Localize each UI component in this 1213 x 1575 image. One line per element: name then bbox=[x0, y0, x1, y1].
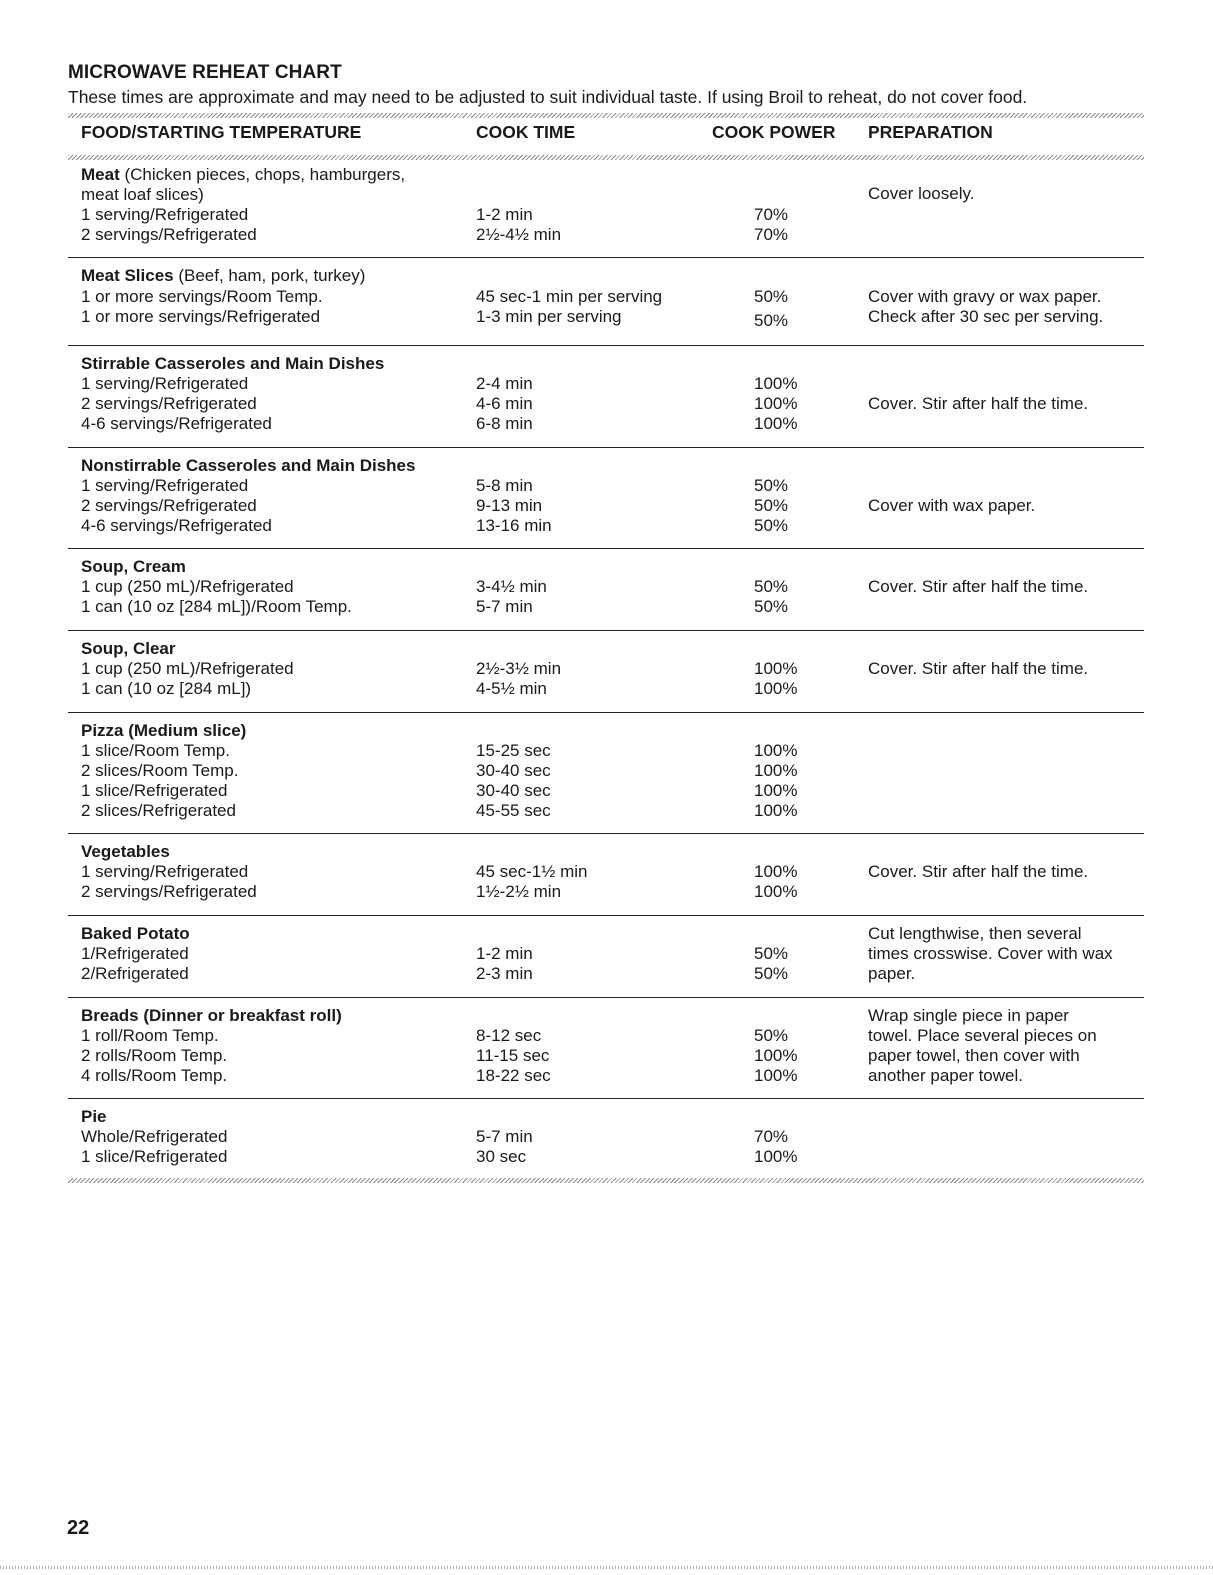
row-food: 4-6 servings/Refrigerated bbox=[81, 516, 272, 535]
row-food: 1 serving/Refrigerated bbox=[81, 374, 249, 393]
row-food: 1 serving/Refrigerated bbox=[81, 476, 249, 495]
prep-text: Cover. Stir after half the time. bbox=[868, 394, 1089, 413]
section-meat-slices bbox=[68, 257, 1144, 346]
prep-text: Check after 30 sec per serving. bbox=[868, 307, 1104, 326]
row-power: 70% bbox=[754, 1127, 789, 1146]
prep-text: Cover loosely. bbox=[868, 184, 975, 203]
row-power: 100% bbox=[754, 659, 798, 678]
section-title: Vegetables bbox=[81, 842, 170, 861]
section-title: Meat Slices (Beef, ham, pork, turkey) bbox=[81, 266, 366, 285]
row-food: 2 slices/Refrigerated bbox=[81, 801, 236, 820]
section-nonstirrable-casseroles bbox=[68, 447, 1144, 549]
row-food: 2 rolls/Room Temp. bbox=[81, 1046, 228, 1065]
row-time: 9-13 min bbox=[476, 496, 543, 515]
row-power: 100% bbox=[754, 882, 798, 901]
section-pizza bbox=[68, 712, 1144, 834]
row-food: 4 rolls/Room Temp. bbox=[81, 1066, 228, 1085]
row-time: 1-2 min bbox=[476, 205, 533, 224]
prep-text: Cover with gravy or wax paper. bbox=[868, 287, 1102, 306]
row-time: 13-16 min bbox=[476, 516, 552, 535]
row-time: 2½-4½ min bbox=[476, 225, 562, 244]
row-food: 1 roll/Room Temp. bbox=[81, 1026, 219, 1045]
row-power: 50% bbox=[754, 1026, 789, 1045]
row-food: Whole/Refrigerated bbox=[81, 1127, 228, 1146]
section-title: Soup, Clear bbox=[81, 639, 176, 658]
row-time: 30-40 sec bbox=[476, 781, 551, 800]
row-power: 100% bbox=[754, 394, 798, 413]
section-desc: meat loaf slices) bbox=[81, 185, 204, 204]
prep-text: Cover. Stir after half the time. bbox=[868, 577, 1089, 596]
section-breads bbox=[68, 997, 1144, 1099]
row-power: 50% bbox=[754, 597, 789, 616]
row-power: 70% bbox=[754, 205, 789, 224]
row-time: 45-55 sec bbox=[476, 801, 551, 820]
row-time: 11-15 sec bbox=[476, 1046, 550, 1065]
section-title: Stirrable Casseroles and Main Dishes bbox=[81, 354, 385, 373]
row-food: 1 or more servings/Room Temp. bbox=[81, 287, 323, 306]
row-power: 100% bbox=[754, 801, 798, 820]
header-top-band bbox=[68, 113, 1144, 118]
row-time: 45 sec-1½ min bbox=[476, 862, 588, 881]
row-food: 1 cup (250 mL)/Refrigerated bbox=[81, 577, 294, 596]
row-power: 100% bbox=[754, 1147, 798, 1166]
row-power: 100% bbox=[754, 761, 798, 780]
row-power: 100% bbox=[754, 741, 798, 760]
row-time: 4-6 min bbox=[476, 394, 533, 413]
row-food: 1 slice/Refrigerated bbox=[81, 781, 228, 800]
row-power: 100% bbox=[754, 374, 798, 393]
row-time: 30 sec bbox=[476, 1147, 527, 1166]
row-food: 2 slices/Room Temp. bbox=[81, 761, 239, 780]
row-time: 1-2 min bbox=[476, 944, 533, 963]
row-food: 1 can (10 oz [284 mL]) bbox=[81, 679, 252, 698]
row-power: 100% bbox=[754, 781, 798, 800]
row-power: 50% bbox=[754, 577, 789, 596]
section-title: Soup, Cream bbox=[81, 557, 186, 576]
header-cook-time: COOK TIME bbox=[476, 122, 576, 142]
row-power: 100% bbox=[754, 1066, 798, 1085]
prep-text: another paper towel. bbox=[868, 1066, 1023, 1085]
row-power: 50% bbox=[754, 516, 789, 535]
row-time: 18-22 sec bbox=[476, 1066, 551, 1085]
row-time: 30-40 sec bbox=[476, 761, 551, 780]
row-time: 3-4½ min bbox=[476, 577, 547, 596]
prep-text: Cover. Stir after half the time. bbox=[868, 659, 1089, 678]
section-meat bbox=[68, 163, 1144, 257]
row-power: 50% bbox=[754, 287, 789, 306]
row-food: 2 servings/Refrigerated bbox=[81, 882, 257, 901]
table-bottom-band bbox=[68, 1178, 1144, 1183]
section-title: Nonstirrable Casseroles and Main Dishes bbox=[81, 456, 416, 475]
row-power: 50% bbox=[754, 964, 789, 983]
section-title: Pie bbox=[81, 1107, 107, 1126]
row-power: 100% bbox=[754, 1046, 798, 1065]
section-title: Baked Potato bbox=[81, 924, 190, 943]
prep-text: times crosswise. Cover with wax bbox=[868, 944, 1113, 963]
header-preparation: PREPARATION bbox=[868, 122, 993, 142]
row-time: 2-3 min bbox=[476, 964, 533, 983]
row-time: 2½-3½ min bbox=[476, 659, 562, 678]
row-food: 2 servings/Refrigerated bbox=[81, 225, 257, 244]
page-edge-dots bbox=[0, 1566, 1213, 1569]
row-food: 1 serving/Refrigerated bbox=[81, 205, 249, 224]
prep-text: paper. bbox=[868, 964, 916, 983]
row-food: 1 can (10 oz [284 mL])/Room Temp. bbox=[81, 597, 352, 616]
row-food: 1 or more servings/Refrigerated bbox=[81, 307, 321, 326]
row-time: 4-5½ min bbox=[476, 679, 547, 698]
prep-text: paper towel, then cover with bbox=[868, 1046, 1080, 1065]
row-time: 2-4 min bbox=[476, 374, 533, 393]
prep-text: Cover. Stir after half the time. bbox=[868, 862, 1089, 881]
prep-text: towel. Place several pieces on bbox=[868, 1026, 1097, 1045]
row-time: 5-8 min bbox=[476, 476, 533, 495]
section-pie bbox=[68, 1098, 1144, 1179]
prep-text: Cover with wax paper. bbox=[868, 496, 1036, 515]
row-food: 2 servings/Refrigerated bbox=[81, 394, 257, 413]
row-power: 50% bbox=[754, 496, 789, 515]
row-time: 5-7 min bbox=[476, 1127, 533, 1146]
row-time: 45 sec-1 min per serving bbox=[476, 287, 663, 306]
header-bottom-band bbox=[68, 155, 1144, 160]
header-food: FOOD/STARTING TEMPERATURE bbox=[81, 122, 362, 142]
row-time: 8-12 sec bbox=[476, 1026, 542, 1045]
chart-title: MICROWAVE REHEAT CHART bbox=[68, 62, 342, 83]
prep-text: Cut lengthwise, then several bbox=[868, 924, 1082, 943]
row-time: 1-3 min per serving bbox=[476, 307, 622, 326]
row-food: 1 serving/Refrigerated bbox=[81, 862, 249, 881]
section-title: Pizza (Medium slice) bbox=[81, 721, 247, 740]
row-food: 2/Refrigerated bbox=[81, 964, 189, 983]
row-food: 1 slice/Refrigerated bbox=[81, 1147, 228, 1166]
chart-intro: These times are approximate and may need to be adjusted to suit individual taste. If using Broil to reheat, do not cover food. bbox=[68, 87, 1028, 107]
prep-text: Wrap single piece in paper bbox=[868, 1006, 1069, 1025]
row-power: 50% bbox=[754, 944, 789, 963]
page-number: 22 bbox=[67, 1517, 90, 1539]
row-food: 2 servings/Refrigerated bbox=[81, 496, 257, 515]
section-baked-potato bbox=[68, 915, 1144, 998]
row-power: 50% bbox=[754, 311, 789, 330]
section-soup-cream bbox=[68, 548, 1144, 631]
section-stirrable-casseroles bbox=[68, 345, 1144, 448]
row-power: 70% bbox=[754, 225, 789, 244]
row-power: 100% bbox=[754, 862, 798, 881]
row-power: 50% bbox=[754, 476, 789, 495]
row-food: 1/Refrigerated bbox=[81, 944, 189, 963]
section-title: Breads (Dinner or breakfast roll) bbox=[81, 1006, 342, 1025]
section-soup-clear bbox=[68, 630, 1144, 713]
row-time: 1½-2½ min bbox=[476, 882, 562, 901]
row-time: 6-8 min bbox=[476, 414, 533, 433]
row-power: 100% bbox=[754, 679, 798, 698]
row-time: 5-7 min bbox=[476, 597, 533, 616]
row-time: 15-25 sec bbox=[476, 741, 551, 760]
section-title: Meat (Chicken pieces, chops, hamburgers, bbox=[81, 165, 406, 184]
header-cook-power: COOK POWER bbox=[712, 122, 836, 142]
row-power: 100% bbox=[754, 414, 798, 433]
row-food: 1 cup (250 mL)/Refrigerated bbox=[81, 659, 294, 678]
row-food: 4-6 servings/Refrigerated bbox=[81, 414, 272, 433]
row-food: 1 slice/Room Temp. bbox=[81, 741, 230, 760]
section-vegetables bbox=[68, 833, 1144, 916]
